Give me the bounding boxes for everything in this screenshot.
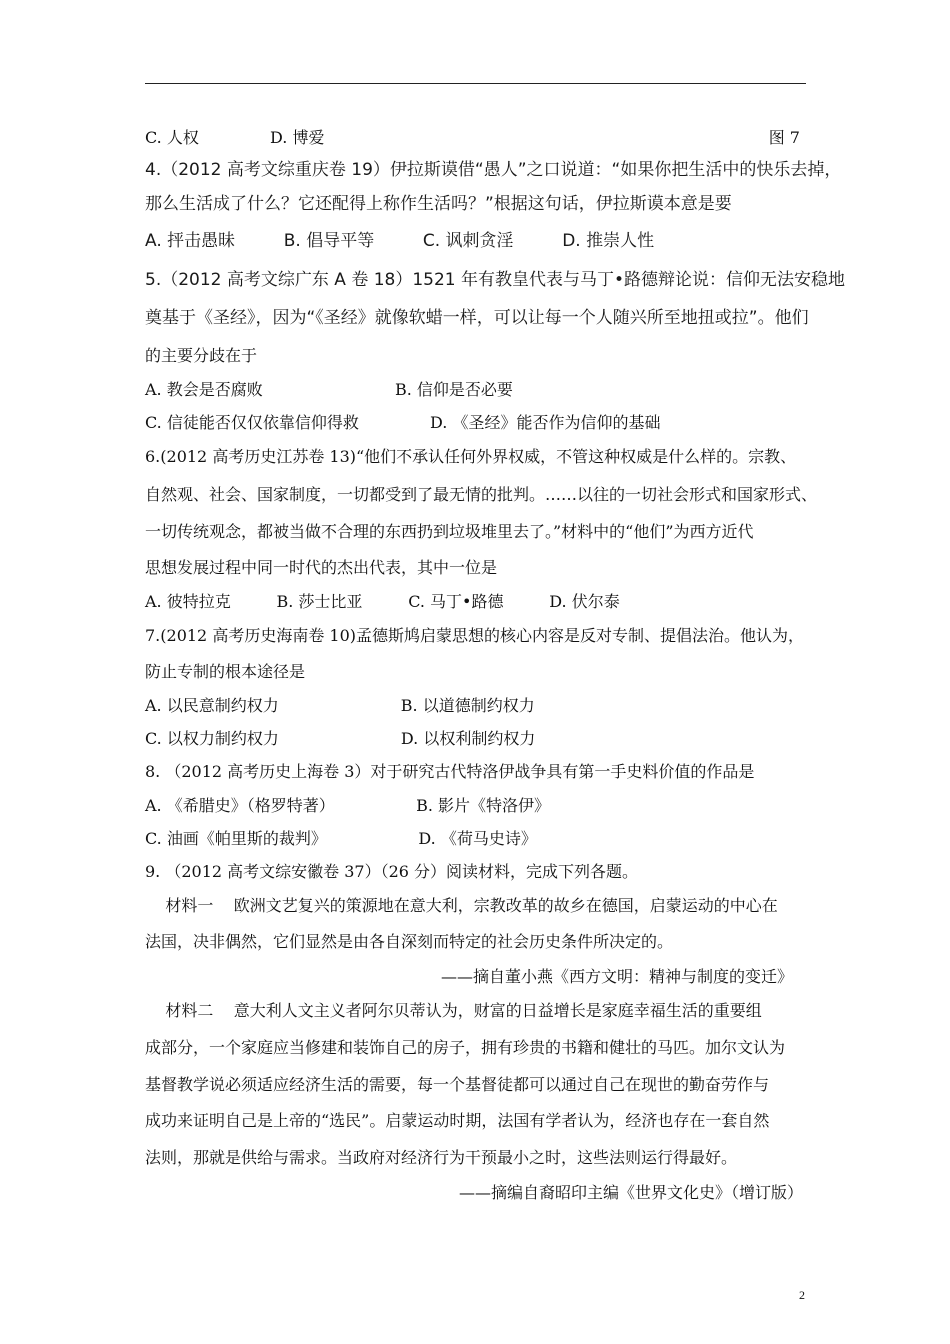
material-2-line-3: 基督教学说必须适应经济生活的需要，每一个基督徒都可以通过自己在现世的勤奋劳作与 bbox=[145, 1075, 770, 1094]
material-2-line-4: 成功来证明自己是上帝的“选民”。启蒙运动时期，法国有学者认为，经济也存在一套自然 bbox=[145, 1111, 770, 1130]
question-9-stem: 9. （2012 高考文综安徽卷 37）（26 分）阅读材料，完成下列各题。 bbox=[145, 862, 639, 881]
question-4-line-1: 4.（2012 高考文综重庆卷 19）伊拉斯谟借“愚人”之口说道：“如果你把生活中的快乐去掉， bbox=[145, 160, 842, 180]
material-2-line-5: 法则，那就是供给与需求。当政府对经济行为干预最小之时，这些法则运行得最好。 bbox=[145, 1148, 738, 1167]
question-4-options: A. 抨击愚昧 B. 倡导平等 C. 讽刺贪淫 D. 推崇人性 bbox=[145, 231, 655, 251]
question-8-options-cd: C. 油画《帕里斯的裁判》 D. 《荷马史诗》 bbox=[145, 829, 537, 848]
page-number: 2 bbox=[799, 1288, 805, 1302]
question-7-options-cd: C. 以权力制约权力 D. 以权利制约权力 bbox=[145, 729, 536, 748]
question-6-line-2: 自然观、社会、国家制度，一切都受到了最无情的批判。……以往的一切社会形式和国家形式、 bbox=[145, 485, 818, 504]
question-8-options-ab: A. 《希腊史》（格罗特著） B. 影片《特洛伊》 bbox=[145, 796, 551, 815]
question-7-line-2: 防止专制的根本途径是 bbox=[145, 662, 306, 681]
material-1-line-1: 材料一 欧洲文艺复兴的策源地在意大利，宗教改革的故乡在德国，启蒙运动的中心在 bbox=[145, 896, 778, 915]
figure-label: 图 7 bbox=[768, 128, 800, 147]
question-7-options-ab: A. 以民意制约权力 B. 以道德制约权力 bbox=[145, 696, 535, 715]
question-8-stem: 8. （2012 高考历史上海卷 3）对于研究古代特洛伊战争具有第一手史料价值的作品是 bbox=[145, 762, 755, 781]
question-4-line-2: 那么生活成了什么？它还配得上称作生活吗？”根据这句话，伊拉斯谟本意是要 bbox=[145, 194, 732, 214]
material-1-line-2: 法国，决非偶然，它们显然是由各自深刻而特定的社会历史条件所决定的。 bbox=[145, 932, 674, 951]
question-5-line-3: 的主要分歧在于 bbox=[145, 346, 258, 365]
material-2-line-2: 成部分，一个家庭应当修建和装饰自己的房子，拥有珍贵的书籍和健壮的马匹。加尔文认为 bbox=[145, 1038, 786, 1057]
question-5-line-1: 5.（2012 高考文综广东 A 卷 18）1521 年有教皇代表与马丁•路德辩论说：信仰无法安稳地 bbox=[145, 270, 846, 290]
question-7-line-1: 7.(2012 高考历史海南卷 10)孟德斯鸠启蒙思想的核心内容是反对专制、提倡法治。他认为， bbox=[145, 626, 805, 645]
header-rule bbox=[145, 83, 806, 84]
question-6-line-3: 一切传统观念，都被当做不合理的东西扔到垃圾堆里去了。”材料中的“他们”为西方近代 bbox=[145, 522, 754, 541]
question-6-line-4: 思想发展过程中同一时代的杰出代表，其中一位是 bbox=[145, 558, 498, 577]
material-2-source: ——摘编自裔昭印主编《世界文化史》（增订版） bbox=[458, 1183, 803, 1202]
material-1-source: ——摘自董小燕《西方文明：精神与制度的变迁》 bbox=[440, 967, 793, 986]
question-5-options-cd: C. 信徒能否仅仅依靠信仰得救 D. 《圣经》能否作为信仰的基础 bbox=[145, 413, 661, 432]
question-5-line-2: 奠基于《圣经》，因为“《圣经》就像软蜡一样，可以让每一个人随兴所至地扭或拉”。他们 bbox=[145, 308, 809, 328]
question-6-options: A. 彼特拉克 B. 莎士比亚 C. 马丁•路德 D. 伏尔泰 bbox=[145, 592, 620, 611]
option-line-c-d: C. 人权 D. 博爱 bbox=[145, 128, 325, 147]
question-5-options-ab: A. 教会是否腐败 B. 信仰是否必要 bbox=[145, 380, 513, 399]
material-2-line-1: 材料二 意大利人文主义者阿尔贝蒂认为，财富的日益增长是家庭幸福生活的重要组 bbox=[145, 1001, 762, 1020]
question-6-line-1: 6.(2012 高考历史江苏卷 13)“他们不承认任何外界权威，不管这种权威是什么样的。宗教、 bbox=[145, 447, 797, 466]
